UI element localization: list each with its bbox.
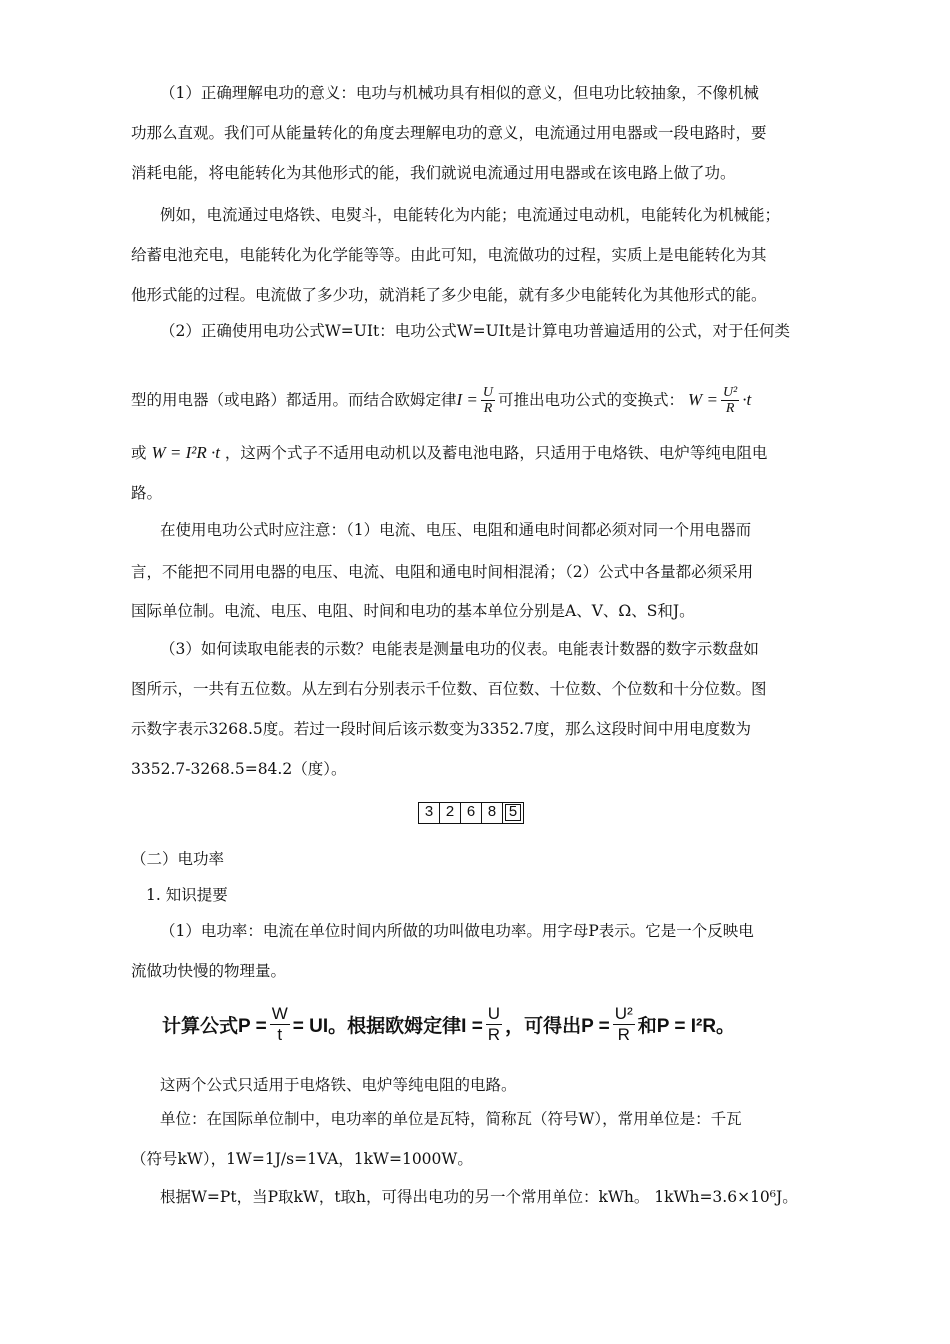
text-fragment: ，这两个式子不适用电动机以及蓄电池电路，只适用于电烙铁、电炉等纯电阻电 <box>224 444 768 462</box>
text-line: 国际单位制。电流、电压、电阻、时间和电功的基本单位分别是A、V、Ω、S和J。 <box>131 602 695 620</box>
formula-text: 和P = I²R。 <box>637 1015 736 1037</box>
work-formula-tail: ·t <box>742 390 752 409</box>
work-formula-fraction <box>721 385 739 416</box>
formula-text: = UI。根据欧姆定律I = <box>292 1015 483 1037</box>
work-formula-variant: W = I²R ·t <box>151 443 220 462</box>
fraction-denominator: R <box>487 1024 501 1044</box>
text-line: 他形式能的过程。电流做了多少功，就消耗了多少电能，就有多少电能转化为其他形式的能。 <box>131 286 767 304</box>
text-line: 在使用电功公式时应注意：（1）电流、电压、电阻和通电时间都必须对同一个用电器而 <box>160 521 752 539</box>
fraction-denominator: R <box>725 400 735 416</box>
text-line-with-formulas <box>131 378 751 422</box>
text-fragment: 型的用电器（或电路）都适用。而结合欧姆定律 <box>131 391 457 409</box>
meter-digit-tenths <box>503 803 523 823</box>
energy-meter-display <box>418 802 524 824</box>
fraction-numerator: U² <box>614 1003 633 1023</box>
meter-digit-hundreds: 2 <box>440 803 461 823</box>
text-line: 例如，电流通过电烙铁、电熨斗，电能转化为内能；电流通过电动机，电能转化为机械能； <box>160 206 781 224</box>
fraction-denominator: t <box>277 1024 283 1044</box>
text-line-with-formula <box>131 442 767 464</box>
fraction-numerator: U² <box>722 384 738 400</box>
formula-fraction-w-over-t <box>270 1004 290 1045</box>
text-line: （1）电功率：电流在单位时间内所做的功叫做电功率。用字母P表示。它是一个反映电 <box>160 922 754 940</box>
text-line: 言，不能把不同用电器的电压、电流、电阻和通电时间相混淆；（2）公式中各量都必须采用 <box>131 563 754 581</box>
formula-text: 计算公式P = <box>162 1015 267 1037</box>
text-line: 流做功快慢的物理量。 <box>131 962 287 980</box>
meter-digit-ones: 8 <box>482 803 503 823</box>
text-fragment: 可推出电功公式的变换式： <box>498 391 685 409</box>
fraction-numerator: U <box>482 384 494 400</box>
text-line: 根据W=Pt，当P取kW，t取h，可得出电功的另一个常用单位：kWh。 1kWh=3.6×10⁶J。 <box>160 1188 798 1206</box>
fraction-numerator: U <box>487 1003 501 1023</box>
text-fragment: 或 <box>131 444 147 462</box>
fraction-denominator: R <box>617 1024 630 1044</box>
text-line: 给蓄电池充电，电能转化为化学能等等。由此可知，电流做功的过程，实质上是电能转化为其 <box>131 246 767 264</box>
text-line: （3）如何读取电能表的示数？电能表是测量电功的仪表。电能表计数器的数字示数盘如 <box>160 640 759 658</box>
meter-digit-tenths-value: 5 <box>505 804 521 821</box>
text-line: 这两个公式只适用于电烙铁、电炉等纯电阻的电路。 <box>160 1076 517 1094</box>
meter-digit-thousands: 3 <box>419 803 440 823</box>
fraction-numerator: W <box>271 1003 288 1023</box>
ohm-law-fraction <box>481 385 495 416</box>
text-line: 示数字表示3268.5度。若过一段时间后该示数变为3352.7度，那么这段时间中用电度数为 <box>131 720 751 738</box>
text-line: 图所示，一共有五位数。从左到右分别表示千位数、百位数、十位数、个位数和十分位数。图 <box>131 680 767 698</box>
subsection-heading: 1. 知识提要 <box>146 886 228 904</box>
work-formula-lhs: W = <box>688 390 718 409</box>
section-heading: （二）电功率 <box>131 850 225 868</box>
text-line: 功那么直观。我们可从能量转化的角度去理解电功的意义，电流通过用电器或一段电路时，要 <box>131 124 767 142</box>
power-formula-image <box>162 1000 735 1048</box>
text-line: （符号kW），1W=1J/s=1VA，1kW=1000W。 <box>131 1150 473 1168</box>
text-line: 路。 <box>131 484 163 502</box>
formula-text: ，可得出P = <box>505 1015 610 1037</box>
formula-fraction-u2-over-r <box>613 1004 635 1045</box>
fraction-denominator: R <box>483 400 493 416</box>
text-line: 消耗电能，将电能转化为其他形式的能，我们就说电流通过用电器或在该电路上做了功。 <box>131 164 736 182</box>
formula-fraction-u-over-r <box>486 1004 502 1045</box>
ohm-law-lhs: I = <box>456 390 478 409</box>
text-line: 单位：在国际单位制中，电功率的单位是瓦特，简称瓦（符号W），常用单位是：千瓦 <box>160 1110 742 1128</box>
text-line: （2）正确使用电功公式W=UIt：电功公式W=UIt是计算电功普遍适用的公式，对于任何类 <box>160 322 791 340</box>
text-line: 3352.7-3268.5=84.2（度）。 <box>131 760 347 778</box>
meter-digit-tens: 6 <box>461 803 482 823</box>
text-line: （1）正确理解电功的意义：电功与机械功具有相似的意义，但电功比较抽象，不像机械 <box>160 84 759 102</box>
